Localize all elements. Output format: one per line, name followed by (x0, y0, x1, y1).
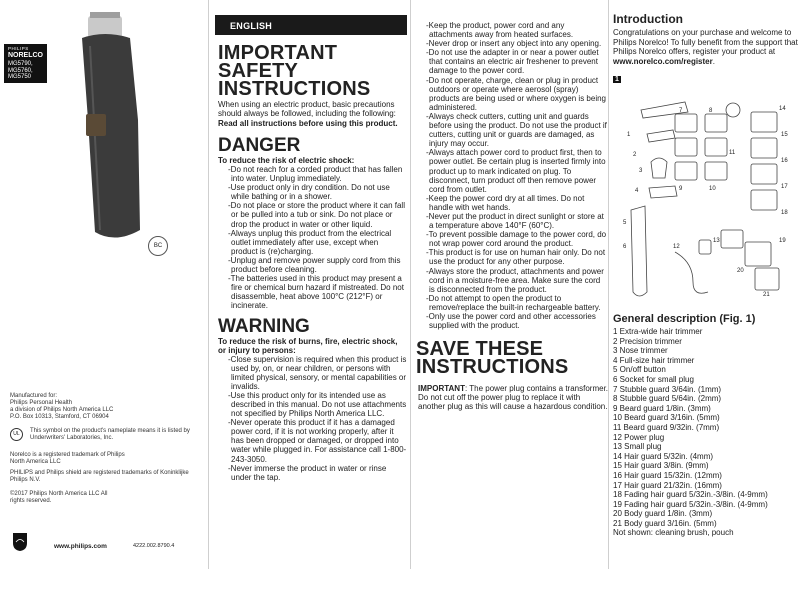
list-item: - To prevent possible damage to the power cord, do not wrap power cord around the product. (423, 230, 608, 248)
safety-column-2 (413, 0, 608, 590)
list-item: - Use product only in dry condition. Do not use while bathing or in a shower. (225, 183, 407, 201)
list-item: - Use this product only for its intended use as described in this manual. Do not use attachments not specified by Philips North America LLC. (225, 391, 407, 418)
safety-column-1 (211, 0, 407, 569)
list-item: 13 Small plug (613, 442, 662, 452)
list-item: - Do not operate, charge, clean or plug in product outdoors or operate where aerosol (spray) products are being used or where oxygen is being administered. (423, 76, 608, 112)
copyright: ©2017 Philips North America LLC All rights reserved. (10, 491, 108, 504)
introduction-title: Introduction (613, 12, 683, 26)
cover-column (0, 0, 205, 569)
manufacturer-line: Philips Personal Health (10, 400, 73, 406)
list-item: - Do not attempt to open the product to remove/replace the built-in rechargeable battery. (423, 294, 608, 312)
list-item: 3 Nose trimmer (613, 346, 668, 356)
list-item: - This product is for use on human hair only. Do not use the product for any other purpose. (423, 248, 608, 266)
trademark-norelco: Norelco is a registered trademark of Philips North America LLC (10, 452, 125, 465)
read-all-notice: Read all instructions before using this product. (218, 119, 398, 128)
column-divider (410, 0, 411, 569)
model-badge (4, 44, 47, 83)
callout-number: 15 (781, 132, 788, 138)
list-item: - Keep the product, power cord and any attachments away from heated surfaces. (423, 21, 608, 39)
list-item: 5 On/off button (613, 365, 666, 375)
list-item: 20 Body guard 1/8in. (3mm) (613, 509, 713, 519)
list-item: 1 Extra-wide hair trimmer (613, 327, 703, 336)
callout-number: 4 (635, 188, 639, 194)
list-item: - Keep the power cord dry at all times. Do not handle with wet hands. (423, 194, 608, 212)
callout-number: 9 (679, 186, 683, 192)
ul-icon: UL (10, 428, 23, 441)
callout-number: 19 (779, 238, 786, 244)
general-description (613, 313, 802, 538)
warning-title: WARNING (218, 315, 310, 337)
introduction-column (613, 0, 802, 569)
callout-number: 7 (679, 108, 683, 114)
safety-title: IMPORTANT SAFETY INSTRUCTIONS (218, 42, 371, 100)
callout-number: 18 (781, 210, 788, 216)
important-text: : The power plug contains a transformer. Do not cut off the power plug to replace it with another plug as this will cause a hazardous condition. (418, 384, 608, 412)
list-item: 11 Beard guard 9/32in. (7mm) (613, 422, 720, 432)
brand-norelco: NORELCO (8, 51, 43, 59)
list-item: 10 Beard guard 3/16in. (5mm) (613, 413, 720, 423)
list-item: 17 Hair guard 21/32in. (16mm) (613, 480, 722, 490)
bc-badge (148, 236, 168, 256)
list-item: - Only use the power cord and other accessories supplied with the product. (423, 312, 608, 330)
manufacturer-line: Manufactured for: (10, 393, 58, 399)
list-item: - Never immerse the product in water or rinse under the tap. (225, 464, 407, 482)
list-item: - Never drop or insert any object into any opening. (423, 39, 608, 48)
trimmer-product-image (0, 0, 205, 260)
list-item: 19 Fading hair guard 5/32in.-3/8in. (4-9mm) (613, 499, 768, 509)
callout-number: 10 (709, 186, 716, 192)
list-item: - Always attach power cord to product first, then to power outlet. Be certain plug is inserted firmly into product up to mark indicated on plug. To disconnect, turn product off then remove power cord from outlet. (423, 148, 608, 193)
warning-subtitle: To reduce the risk of burns, fire, electric shock, or injury to persons: (218, 336, 398, 355)
list-item: - Always unplug this product from the electrical outlet immediately after use, except when product is (re)charging. (225, 229, 407, 256)
manufacturer-info (10, 393, 200, 421)
column-divider (208, 0, 209, 569)
introduction-text (613, 28, 802, 66)
website-link[interactable]: www.philips.com (54, 543, 107, 550)
figure-callouts (623, 106, 788, 298)
list-item: 21 Body guard 3/16in. (5mm) (613, 518, 717, 528)
save-instructions-title: SAVE THESE INSTRUCTIONS (416, 338, 569, 379)
register-link[interactable]: www.norelco.com/register (613, 56, 713, 66)
list-item: - Do not use the adapter in or near a power outlet that contains an electric air freshener to prevent damage to the power cord. (423, 48, 608, 75)
list-item: - Always store the product, attachments and power cord in a moisture-free area. Make sure the cord is disconnected from the product. (423, 267, 608, 294)
callout-number: 17 (781, 184, 788, 190)
list-item: 6 Socket for small plug (613, 374, 694, 384)
list-item: 18 Fading hair guard 5/32in.-3/8in. (4-9mm) (613, 490, 768, 500)
document-code: 4222.002.8790.4 (133, 543, 175, 549)
list-item: Not shown: cleaning brush, pouch (613, 528, 734, 538)
list-item: 9 Beard guard 1/8in. (3mm) (613, 403, 711, 413)
trademark-philips: PHILIPS and Philips shield are registered trademarks of Koninklijke Philips N.V. (10, 470, 189, 483)
figure-1-diagram (613, 92, 798, 307)
manufacturer-line: P.O. Box 10313, Stamford, CT 06904 (10, 414, 109, 420)
column-divider (608, 0, 609, 569)
list-item: - Close supervision is required when this product is used by, on, or near children, or persons with limited physical, sensory, or mental capabilities or invalids. (225, 355, 407, 391)
list-item: 15 Hair guard 3/8in. (9mm) (613, 461, 709, 471)
intro-end: . (712, 56, 715, 66)
callout-number: 14 (779, 106, 786, 112)
list-item: - Never operate this product if it has a damaged power cord, if it is not working properly, after it has been dropped or damaged, or dropped into water while plugged in. For assistance call 1-800-243-3050. (225, 418, 407, 463)
callout-number: 2 (633, 152, 637, 158)
callout-number: 16 (781, 158, 788, 164)
model-3: MG5750 (8, 74, 32, 80)
list-item: 14 Hair guard 5/32in. (4mm) (613, 451, 714, 461)
bc-label: BC (153, 243, 163, 249)
figure-tag: 1 (613, 76, 621, 83)
manufacturer-line: a division of Philips North America LLC (10, 407, 114, 413)
list-item: 7 Stubble guard 3/64in. (1mm) (613, 384, 722, 394)
language-header: ENGLISH (215, 15, 407, 35)
safety-intro: When using an electric product, basic precautions should always be followed, including the following: (218, 100, 396, 118)
callout-number: 6 (623, 244, 627, 250)
list-item: 4 Full-size hair trimmer (613, 355, 695, 365)
danger-title: DANGER (218, 135, 301, 156)
list-item: 16 Hair guard 15/32in. (12mm) (613, 470, 722, 480)
brand-philips: PHILIPS (8, 46, 29, 51)
callout-number: 21 (763, 292, 770, 298)
list-item: - Unplug and remove power supply cord from this product before cleaning. (225, 256, 407, 274)
callout-number: 12 (673, 244, 680, 250)
callout-number: 11 (729, 150, 736, 156)
list-item: 12 Power plug (613, 432, 665, 442)
philips-shield-logo (12, 532, 28, 552)
parts-list (613, 327, 802, 538)
list-item: - The batteries used in this product may present a fire or chemical burn hazard if mistreated. Do not disassemble, heat above 100°C (212°F) or incinerate. (225, 274, 407, 310)
list-item: - Do not reach for a corded product that has fallen into water. Unplug immediately. (225, 165, 407, 183)
list-item: - Do not place or store the product where it can fall or be pulled into a tub or sink. Do not place or drop the product in water or other liquid. (225, 201, 407, 228)
ul-text: This symbol on the product's nameplate means it is listed by Underwriters' Laboratories, Inc. (30, 428, 190, 441)
model-1: MG5790, (8, 61, 33, 67)
callout-number: 20 (737, 268, 744, 274)
list-item: 8 Stubble guard 5/64in. (2mm) (613, 394, 722, 404)
important-label: IMPORTANT (418, 384, 465, 394)
ul-listing (10, 428, 205, 442)
list-item: 2 Precision trimmer (613, 336, 682, 346)
callout-number: 8 (709, 108, 713, 114)
model-2: MG5760, (8, 67, 33, 74)
danger-list (211, 165, 407, 311)
callout-number: 3 (639, 168, 643, 174)
intro-body: Congratulations on your purchase and welcome to Philips Norelco! To fully benefit from the support that Philips Norelco offers, register your product at (613, 28, 798, 56)
callout-number: 5 (623, 220, 627, 226)
list-item: - Never put the product in direct sunlight or store at a temperature above 140°F (60°C). (423, 212, 608, 230)
warning-list (211, 355, 407, 482)
danger-subtitle: To reduce the risk of electric shock: (218, 156, 355, 165)
callout-number: 1 (627, 132, 631, 138)
important-note (418, 384, 608, 411)
general-description-title: General description (Fig. 1) (613, 313, 756, 325)
callout-number: 13 (713, 238, 720, 244)
safety-list-continued (413, 21, 608, 330)
list-item: - Always check cutters, cutting unit and guards before using the product. Do not use the product if cutters, cutting unit or guards are damaged, as injury may occur. (423, 112, 608, 148)
